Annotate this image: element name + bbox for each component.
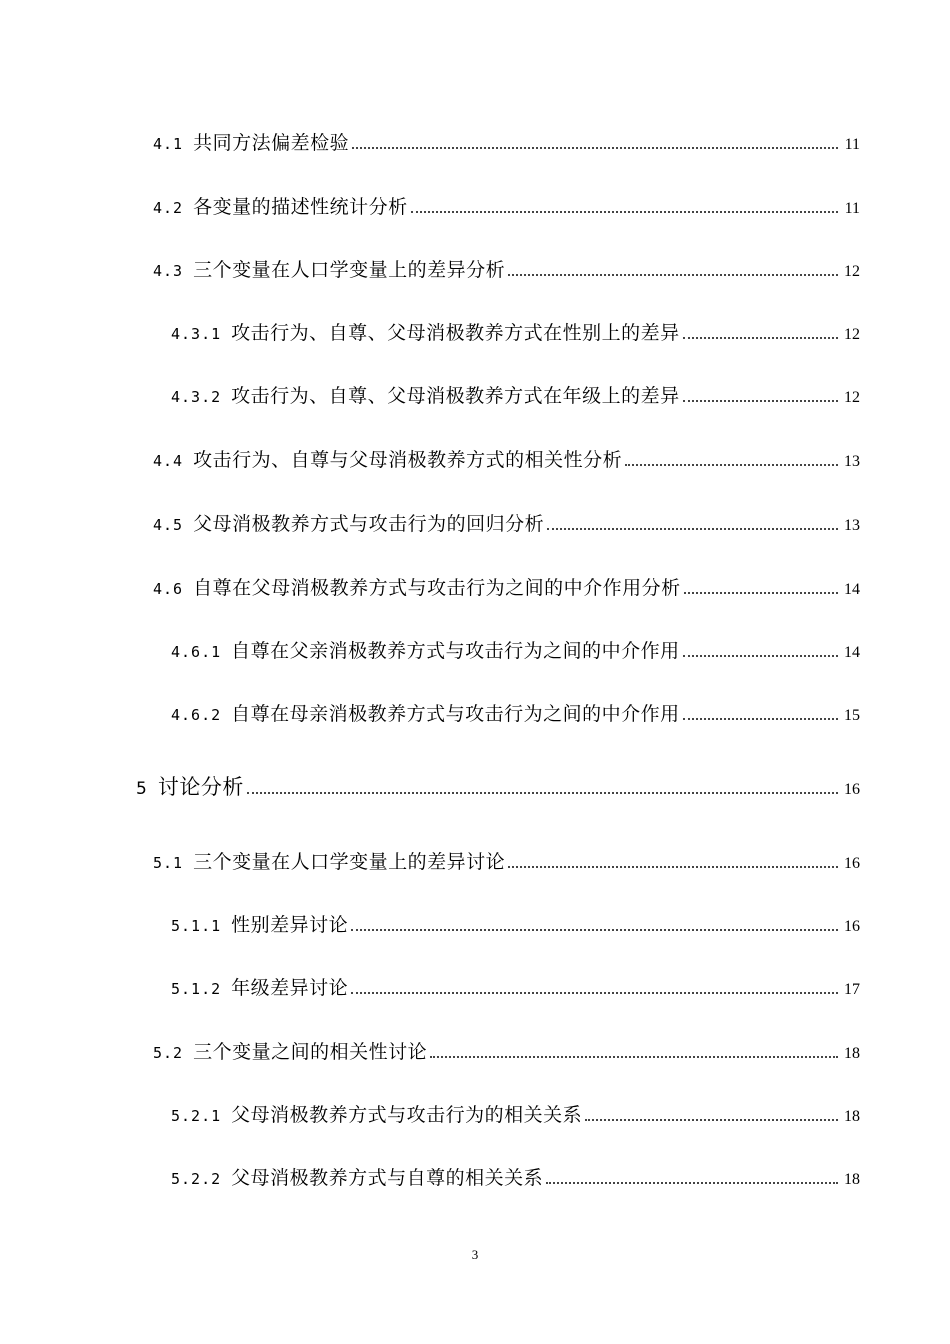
toc-entry[interactable] bbox=[153, 192, 860, 222]
toc-leader-dots bbox=[508, 866, 838, 868]
toc-entry-title: 三个变量之间的相关性讨论 bbox=[193, 1041, 428, 1063]
toc-entry-page: 14 bbox=[844, 581, 860, 598]
toc-entry[interactable] bbox=[153, 1037, 860, 1067]
toc-entry-title: 共同方法偏差检验 bbox=[193, 132, 350, 154]
toc-entry-number: 4.3 bbox=[153, 262, 184, 280]
toc-entry-page: 18 bbox=[844, 1171, 860, 1188]
toc-entry-number: 5.2.1 bbox=[171, 1107, 222, 1125]
toc-entry-title: 自尊在母亲消极教养方式与攻击行为之间的中介作用 bbox=[231, 703, 680, 725]
toc-entry[interactable] bbox=[171, 636, 860, 666]
toc-entry-number: 4.6.1 bbox=[171, 643, 222, 661]
toc-leader-dots bbox=[625, 464, 838, 466]
toc-entry-number: 4.5 bbox=[153, 516, 184, 534]
toc-leader-dots bbox=[352, 147, 838, 149]
toc-entry-page: 13 bbox=[844, 453, 860, 470]
toc-entry-number: 5.1 bbox=[153, 854, 184, 872]
toc-leader-dots bbox=[430, 1056, 838, 1058]
toc-entry-page: 11 bbox=[844, 200, 860, 217]
toc-leader-dots bbox=[585, 1119, 838, 1121]
toc-entry[interactable] bbox=[171, 699, 860, 729]
toc-leader-dots bbox=[683, 655, 838, 657]
toc-entry-title: 性别差异讨论 bbox=[231, 914, 349, 936]
toc-entry-number: 4.4 bbox=[153, 452, 184, 470]
toc-entry-number: 5.1.2 bbox=[171, 980, 222, 998]
toc-entry-page: 12 bbox=[844, 389, 860, 406]
toc-entry-title: 父母消极教养方式与攻击行为的回归分析 bbox=[193, 513, 545, 535]
toc-entry-page: 18 bbox=[844, 1045, 860, 1062]
toc-entry[interactable] bbox=[171, 1100, 860, 1130]
toc-leader-dots bbox=[351, 929, 838, 931]
toc-entry-number: 5.2 bbox=[153, 1044, 184, 1062]
toc-entry[interactable] bbox=[171, 910, 860, 940]
toc-entry-title: 三个变量在人口学变量上的差异讨论 bbox=[193, 851, 506, 873]
toc-entry-number: 4.1 bbox=[153, 135, 184, 153]
toc-entry-title: 年级差异讨论 bbox=[231, 977, 349, 999]
toc-entry-page: 15 bbox=[844, 707, 860, 724]
toc-entry-title: 三个变量在人口学变量上的差异分析 bbox=[193, 259, 506, 281]
toc-leader-dots bbox=[351, 992, 838, 994]
toc-entry[interactable] bbox=[153, 128, 860, 158]
toc-entry-number: 5.1.1 bbox=[171, 917, 222, 935]
toc-entry-number: 4.2 bbox=[153, 199, 184, 217]
toc-entry-page: 11 bbox=[844, 136, 860, 153]
toc-entry-number: 4.6.2 bbox=[171, 706, 222, 724]
toc-leader-dots bbox=[683, 718, 838, 720]
toc-entry-page: 17 bbox=[844, 981, 860, 998]
toc-entry-number: 4.3.2 bbox=[171, 388, 222, 406]
toc-entry-number: 5.2.2 bbox=[171, 1170, 222, 1188]
toc-entry[interactable] bbox=[153, 255, 860, 285]
toc-entry-title: 各变量的描述性统计分析 bbox=[193, 196, 408, 218]
toc-leader-dots bbox=[547, 528, 838, 530]
toc-entry[interactable] bbox=[153, 573, 860, 603]
toc-entry[interactable] bbox=[153, 445, 860, 475]
toc-entry[interactable] bbox=[153, 847, 860, 877]
toc-entry[interactable] bbox=[171, 381, 860, 411]
toc-entry[interactable] bbox=[171, 973, 860, 1003]
toc-entry-chapter[interactable] bbox=[136, 772, 860, 802]
toc-entry-title: 自尊在父亲消极教养方式与攻击行为之间的中介作用 bbox=[231, 640, 680, 662]
toc-entry-title: 攻击行为、自尊、父母消极教养方式在年级上的差异 bbox=[231, 385, 680, 407]
toc-entry[interactable] bbox=[153, 509, 860, 539]
toc-entry-number: 5 bbox=[136, 779, 148, 799]
toc-leader-dots bbox=[508, 274, 838, 276]
toc-entry-page: 13 bbox=[844, 517, 860, 534]
toc-leader-dots bbox=[683, 337, 838, 339]
toc-entry-page: 16 bbox=[844, 855, 860, 872]
toc-entry-number: 4.3.1 bbox=[171, 325, 222, 343]
toc-entry-title: 攻击行为、自尊与父母消极教养方式的相关性分析 bbox=[193, 449, 623, 471]
toc-entry-title: 讨论分析 bbox=[157, 775, 244, 799]
toc-leader-dots bbox=[683, 400, 838, 402]
page-number: 3 bbox=[471, 1247, 479, 1262]
toc-entry-title: 自尊在父母消极教养方式与攻击行为之间的中介作用分析 bbox=[193, 577, 681, 599]
toc-leader-dots bbox=[546, 1182, 838, 1184]
toc-entry-title: 父母消极教养方式与自尊的相关关系 bbox=[231, 1167, 544, 1189]
toc-leader-dots bbox=[411, 211, 838, 213]
toc-leader-dots bbox=[684, 592, 838, 594]
toc-entry-page: 12 bbox=[844, 263, 860, 280]
toc-leader-dots bbox=[247, 792, 838, 794]
toc-entry-page: 16 bbox=[844, 918, 860, 935]
toc-entry-page: 12 bbox=[844, 326, 860, 343]
toc-entry-title: 攻击行为、自尊、父母消极教养方式在性别上的差异 bbox=[231, 322, 680, 344]
toc-entry[interactable] bbox=[171, 318, 860, 348]
toc-entry-title: 父母消极教养方式与攻击行为的相关关系 bbox=[231, 1104, 583, 1126]
toc-entry-page: 14 bbox=[844, 644, 860, 661]
toc-entry-number: 4.6 bbox=[153, 580, 184, 598]
toc-entry-page: 18 bbox=[844, 1108, 860, 1125]
toc-entry-page: 16 bbox=[844, 781, 860, 798]
toc-entry[interactable] bbox=[171, 1163, 860, 1193]
